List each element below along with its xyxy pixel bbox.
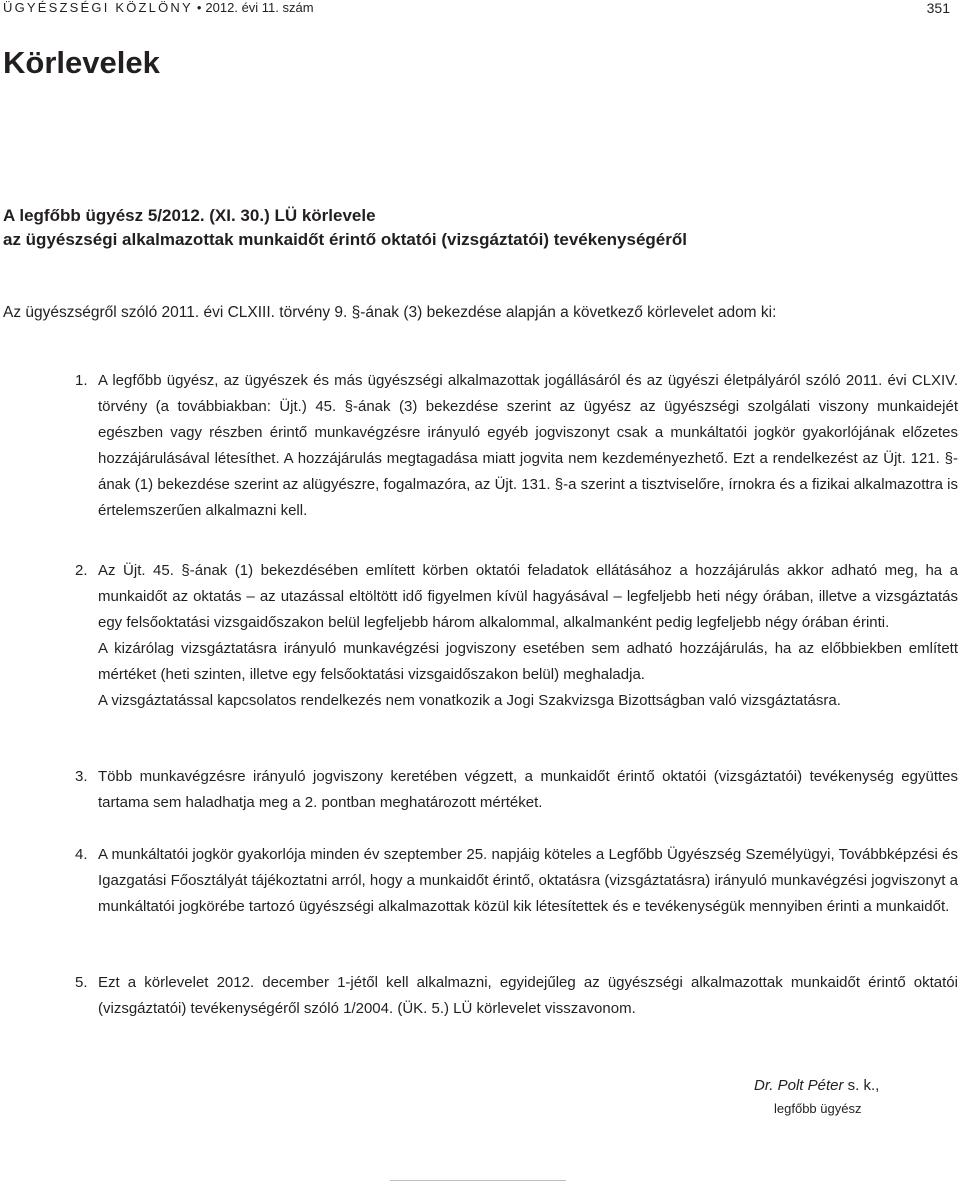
list-item-4	[75, 842, 958, 920]
item-paragraph: A legfőbb ügyész, az ügyészek és más ügyészségi alkalmazottak jogállásáról és az ügyészi életpályáról szóló 2011. évi CLXIV. törvény (a továbbiakban: Üjt.) 45. §-ának (3) bekezdése szerint az ügyész az ügyészségi szolgálati viszony munkaidejét egészben vagy részben érintő munkavégzésre irányuló egyéb jogviszonyt csak a munkáltatói jogkör gyakorlójának előzetes hozzájárulásával létesíthet. A hozzájárulás megtagadása miatt jogvita nem kezdeményezhető. Ezt a rendelkezést az Üjt. 121. §-ának (1) bekezdése szerint az alügyészre, fogalmazóra, az Üjt. 131. §-a szerint a tisztviselőre, írnokra és a fizikai alkalmazottra is értelemszerűen alkalmazni kell.	[98, 372, 958, 519]
item-paragraph: A kizárólag vizsgáztatásra irányuló munkavégzési jogviszony esetében sem adható hozzájárulás, ha az előbbiekben említett mértéket (heti szinten, illetve egy felsőoktatási vizsgaidőszakon belül) meghaladja.	[98, 640, 958, 683]
item-number: 3.	[75, 768, 88, 785]
header-bullet: •	[196, 0, 202, 15]
signatory-name: Dr. Polt Péter	[754, 1077, 844, 1094]
page-number: 351	[926, 0, 950, 16]
journal-name	[3, 0, 314, 16]
list-item-1	[75, 368, 958, 524]
document-title-line-2: az ügyészségi alkalmazottak munkaidőt érintő oktatói (vizsgáztatói) tevékenységéről	[3, 230, 687, 249]
signatory-suffix: s. k.,	[843, 1077, 880, 1094]
journal-title: ÜGYÉSZSÉGI KÖZLÖNY	[3, 0, 193, 15]
intro-paragraph: Az ügyészségről szóló 2011. évi CLXIII. törvény 9. §-ának (3) bekezdése alapján a következő körlevelet adom ki:	[3, 304, 777, 321]
page-header	[0, 0, 960, 22]
item-body	[98, 764, 958, 816]
section-title: Körlevelek	[3, 45, 160, 80]
list-item-2	[75, 558, 958, 714]
item-body	[98, 842, 958, 920]
item-number: 5.	[75, 974, 88, 991]
item-number: 2.	[75, 562, 88, 579]
signatory	[754, 1073, 879, 1099]
item-body	[98, 558, 958, 714]
signatory-role: legfőbb ügyész	[774, 1101, 862, 1116]
document-title-line-1: A legfőbb ügyész 5/2012. (XI. 30.) LÜ körlevele	[3, 206, 376, 225]
footer-divider	[390, 1180, 566, 1181]
item-number: 4.	[75, 846, 88, 863]
list-item-5	[75, 970, 958, 1022]
issue-date: 2012. évi 11. szám	[205, 0, 314, 15]
item-number: 1.	[75, 372, 88, 389]
item-paragraph: Az Üjt. 45. §-ának (1) bekezdésében említett körben oktatói feladatok ellátásához a hozzájárulás akkor adható meg, ha a munkaidőt az oktatás – az utazással eltöltött idő figyelmen kívül hagyásával – legfeljebb heti négy órában, illetve a vizsgáztatás egy felsőoktatási vizsgaidőszakon belül legfeljebb három alkalommal, alkalmanként pedig legfeljebb négy órában érinti.	[98, 562, 958, 631]
list-item-3	[75, 764, 958, 816]
item-paragraph: Ezt a körlevelet 2012. december 1-jétől kell alkalmazni, egyidejűleg az ügyészségi alkalmazottak munkaidőt érintő oktatói (vizsgáztatói) tevékenységéről szóló 1/2004. (ÜK. 5.) LÜ körlevelet visszavonom.	[98, 974, 958, 1017]
item-body	[98, 970, 958, 1022]
item-paragraph: A munkáltatói jogkör gyakorlója minden év szeptember 25. napjáig köteles a Legfőbb Ügyészség Személyügyi, Továbbképzési és Igazgatási Főosztályát tájékoztatni arról, hogy a munkaidőt érintő, oktatásra (vizsgáztatásra) irányuló munkavégzési jogviszonyt a munkáltatói jogkörébe tartozó ügyészségi alkalmazottak közül kik létesítettek és e tevékenységük mennyiben érinti a munkaidőt.	[98, 846, 958, 915]
item-paragraph: Több munkavégzésre irányuló jogviszony keretében végzett, a munkaidőt érintő oktatói (vizsgáztatói) tevékenység együttes tartama sem haladhatja meg a 2. pontban meghatározott mértéket.	[98, 768, 958, 811]
signature-block	[754, 1073, 880, 1116]
document-title	[3, 204, 687, 252]
item-paragraph: A vizsgáztatással kapcsolatos rendelkezés nem vonatkozik a Jogi Szakvizsga Bizottságban való vizsgáztatásra.	[98, 692, 841, 709]
item-body	[98, 368, 958, 524]
